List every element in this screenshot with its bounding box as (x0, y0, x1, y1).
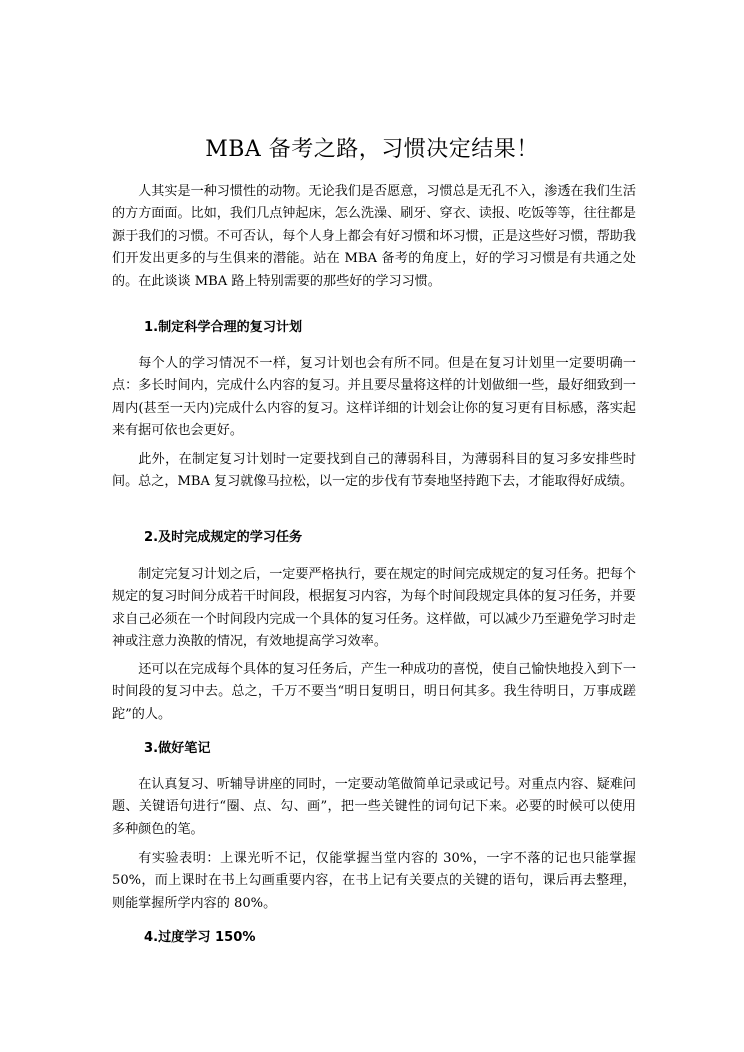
section-heading-3: 3.做好笔记 (144, 741, 211, 756)
section-heading-4: 4.过度学习 150% (144, 930, 256, 945)
section-2-paragraph-2: 还可以在完成每个具体的复习任务后，产生一种成功的喜悦，使自己愉快地投入到下一时间段的复习中去。总之，千万不要当“明日复明日，明日何其多。我生待明日，万事成蹉跎”的人。 (112, 662, 636, 722)
section-heading-1: 1.制定科学合理的复习计划 (144, 320, 303, 335)
document-title: MBA 备考之路，习惯决定结果！ (205, 137, 539, 162)
section-3-paragraph-2: 有实验表明：上课光听不记，仅能掌握当堂内容的 30%，一字不落的记也只能掌握 50%，而上课时在书上勾画重要内容，在书上记有关要点的关键的语句，课后再去整理，则能掌握所学内容的 80%。 (112, 851, 636, 911)
section-3-paragraph-1: 在认真复习、听辅导讲座的同时，一定要动笔做简单记录或记号。对重点内容、疑难问题、关键语句进行“圈、点、勾、画”，把一些关键性的词句记下来。必要的时候可以使用多种颜色的笔。 (112, 777, 636, 837)
section-heading-2: 2.及时完成规定的学习任务 (144, 530, 303, 545)
intro-paragraph: 人其实是一种习惯性的动物。无论我们是否愿意，习惯总是无孔不入，渗透在我们生活的方方面面。比如，我们几点钟起床，怎么洗澡、刷牙、穿衣、读报、吃饭等等，往往都是源于我们的习惯。不可否认，每个人身上都会有好习惯和坏习惯，正是这些好习惯，帮助我们开发出更多的与生俱来的潜能。站在 MBA 备考的角度上，好的学习习惯是有共通之处的。在此谈谈 MBA 路上特别需要的那些好的学习习惯。 (112, 184, 636, 289)
section-1-paragraph-1: 每个人的学习情况不一样，复习计划也会有所不同。但是在复习计划里一定要明确一点：多长时间内，完成什么内容的复习。并且要尽量将这样的计划做细一些，最好细致到一周内(甚至一天内)完成什么内容的复习。这样详细的计划会让你的复习更有目标感，落实起来有据可依也会更好。 (112, 356, 636, 439)
section-1-paragraph-2: 此外，在制定复习计划时一定要找到自己的薄弱科目，为薄弱科目的复习多安排些时间。总之，MBA 复习就像马拉松，以一定的步伐有节奏地坚持跑下去，才能取得好成绩。 (112, 452, 636, 490)
section-2-paragraph-1: 制定完复习计划之后，一定要严格执行，要在规定的时间完成规定的复习任务。把每个规定的复习时间分成若干时间段，根据复习内容，为每个时间段规定具体的复习任务，并要求自己必须在一个时间段内完成一个具体的复习任务。这样做，可以减少乃至避免学习时走神或注意力涣散的情况，有效地提高学习效率。 (112, 567, 636, 650)
